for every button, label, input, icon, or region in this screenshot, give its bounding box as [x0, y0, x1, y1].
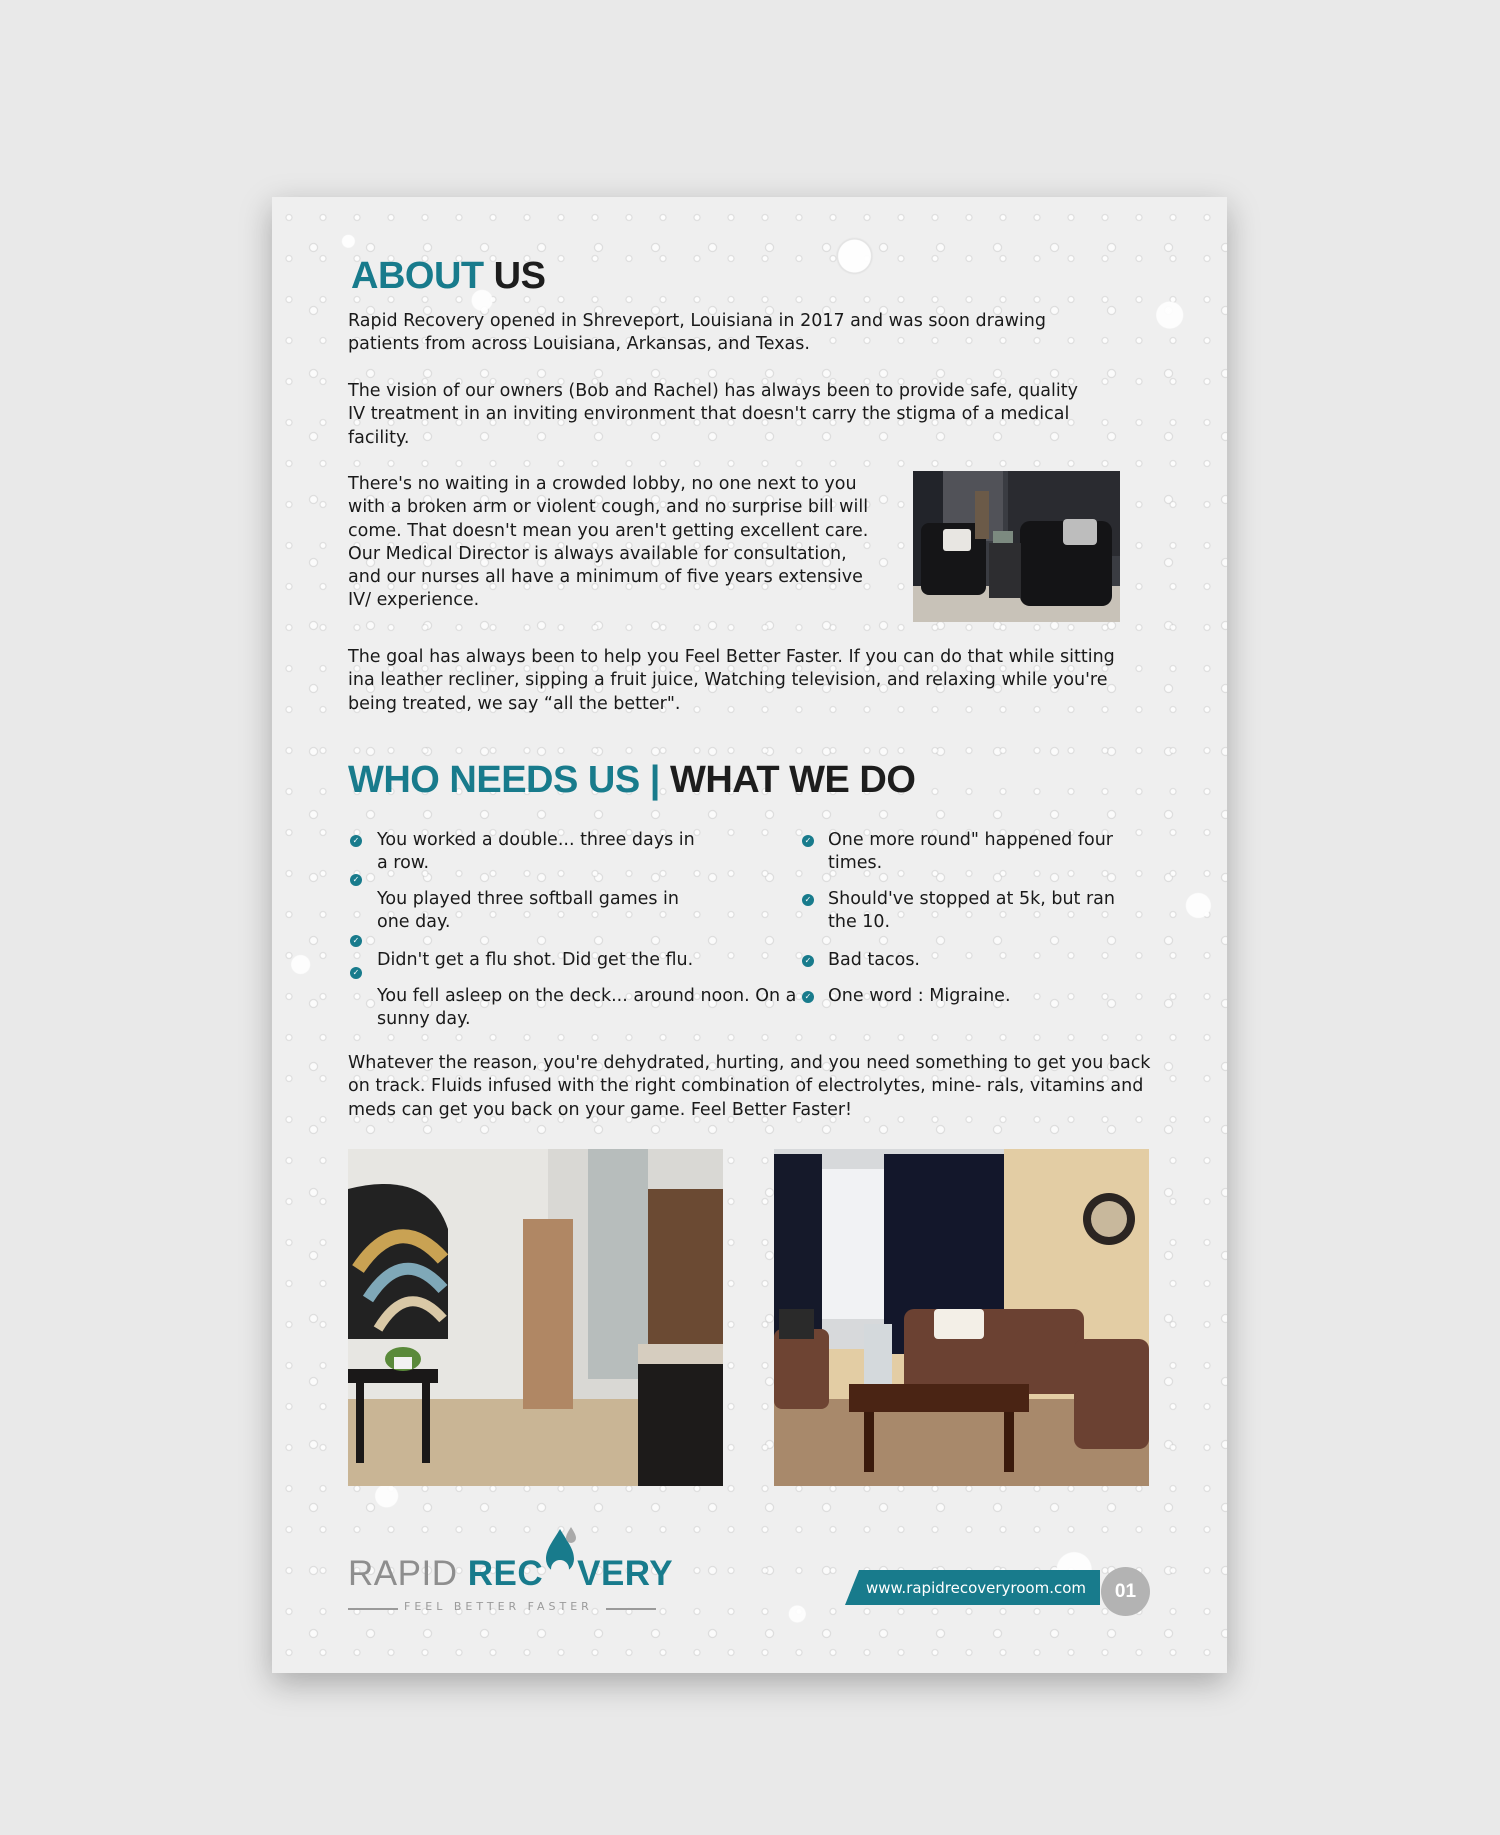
logo-word-rapid: RAPID — [348, 1554, 458, 1593]
brand-logo — [348, 1555, 673, 1592]
check-icon: ✓ — [350, 935, 362, 947]
list-item: Didn't get a flu shot. Did get the flu. — [377, 950, 694, 970]
page-number: 01 — [1101, 1567, 1150, 1616]
about-heading-rest: US — [493, 255, 546, 297]
hallway-photo — [348, 1149, 723, 1486]
list-item: Should've stopped at 5k, but ran the 10. — [828, 889, 1115, 933]
about-paragraph-2: The vision of our owners (Bob and Rachel) has always been to provide safe, quality IV treatment in an inviting environment that doesn't carry the stigma of a medical facility. — [348, 381, 1078, 448]
logo-tagline: FEEL BETTER FASTER — [404, 1600, 593, 1613]
about-heading — [351, 257, 545, 295]
website-link[interactable]: www.rapidrecoveryroom.com — [866, 1579, 1087, 1597]
list-item: One word : Migraine. — [828, 986, 1011, 1006]
water-drop-icon — [543, 1555, 577, 1585]
recliner-room-photo — [913, 471, 1120, 622]
about-paragraph-4: The goal has always been to help you Feel Better Faster. If you can do that while sitting ina leather recliner, sipping a fruit juice, Watching television, and relaxing while you're being treated, we say “all the better". — [348, 647, 1115, 714]
check-icon: ✓ — [350, 874, 362, 886]
who-heading-accent: WHO NEEDS US | — [348, 759, 660, 801]
list-item: One more round" happened four times. — [828, 830, 1113, 874]
list-item: You played three softball games in one day. — [377, 889, 680, 933]
who-heading — [348, 761, 915, 799]
about-paragraph-3: There's no waiting in a crowded lobby, no one next to you with a broken arm or violent cough, and no surprise bill will come. That doesn't mean you aren't getting excellent care. Our Medical Director is always available for consultation, and our nurses all have a minimum of five years extensive IV/ experience. — [348, 474, 869, 611]
brochure-page — [272, 197, 1227, 1673]
logo-divider — [606, 1608, 656, 1610]
about-heading-accent: ABOUT — [351, 255, 484, 297]
lounge-photo — [774, 1149, 1149, 1486]
logo-word-recovery-a: REC — [467, 1554, 544, 1593]
check-icon: ✓ — [802, 894, 814, 906]
list-item: You worked a double... three days in a row. — [377, 830, 695, 874]
logo-divider — [348, 1608, 398, 1610]
check-icon: ✓ — [802, 835, 814, 847]
who-heading-rest: WHAT WE DO — [669, 759, 916, 801]
about-paragraph-1: Rapid Recovery opened in Shreveport, Louisiana in 2017 and was soon drawing patients from across Louisiana, Arkansas, and Texas. — [348, 311, 1046, 355]
check-icon: ✓ — [350, 835, 362, 847]
closing-paragraph: Whatever the reason, you're dehydrated, hurting, and you need something to get you back on track. Fluids infused with the right combination of electrolytes, mine- rals, vitamins and meds can get you back on your game. Feel Better Faster! — [348, 1053, 1151, 1120]
check-icon: ✓ — [802, 991, 814, 1003]
check-icon: ✓ — [802, 955, 814, 967]
list-item: Bad tacos. — [828, 950, 920, 970]
logo-word-recovery-b: VERY — [577, 1554, 674, 1593]
check-icon: ✓ — [350, 967, 362, 979]
list-item: You fell asleep on the deck... around noon. On a sunny day. — [377, 986, 797, 1030]
